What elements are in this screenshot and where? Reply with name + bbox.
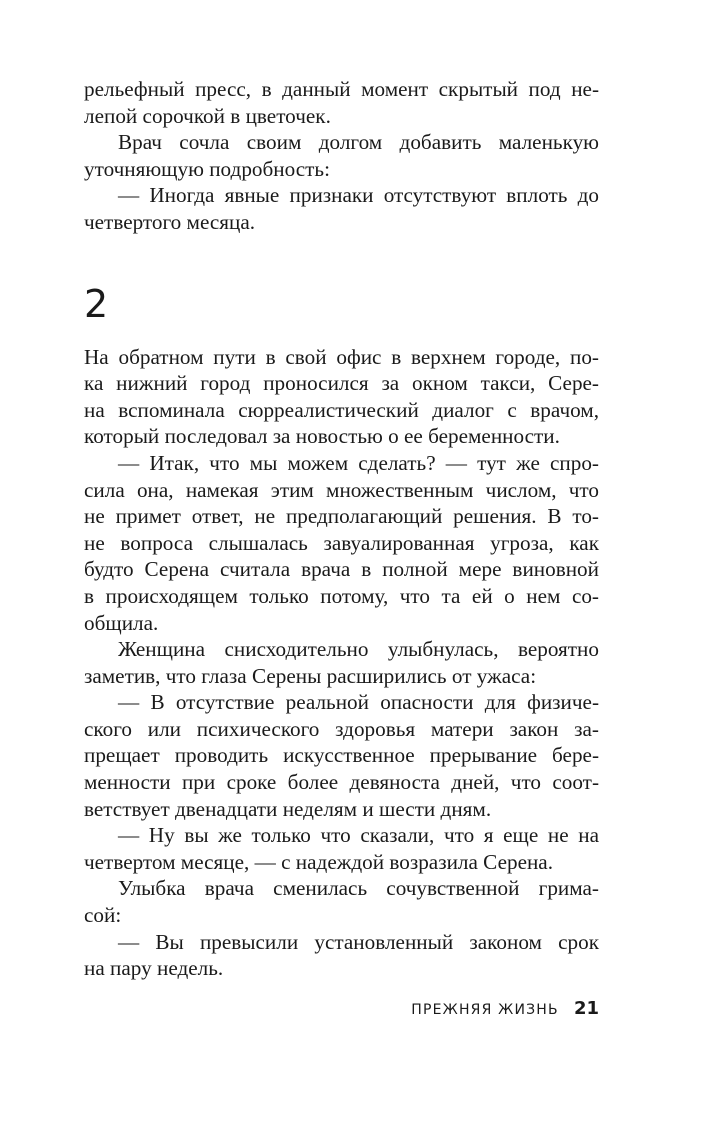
text-line: уточняющую подробность: [84,156,330,181]
text-line: — В отсутствие реальной опасности для физиче- [118,690,599,715]
running-title: ПРЕЖНЯЯ ЖИЗНЬ [411,1002,559,1018]
text-line: четвертого месяца. [84,209,256,234]
text-line: лепой сорочкой в цветочек. [84,103,331,128]
text-line: будто Серена считала врача в полной мере виновной [84,557,599,582]
text-line: который последовал за новостью о ее беременности. [84,424,560,449]
text-line: Улыбка врача сменилась сочувственной грима- [118,876,599,901]
text-line: ветствует двенадцати неделям и шести дням. [84,796,492,821]
text-line: не вопроса слышалась завуалированная угроза, как [84,530,599,555]
text-line: не примет ответ, не предполагающий решения. В то- [84,504,599,529]
text-line: — Иногда явные признаки отсутствуют вплоть до [118,183,599,208]
text-line: четвертом месяце, — с надеждой возразила Серена. [84,849,554,874]
text-line: Врач сочла своим долгом добавить маленькую [118,130,599,155]
section-spacer [84,236,599,284]
text-line: — Вы превысили установленный законом срок [118,929,599,954]
text-line: прещает проводить искусственное прерывание бере- [84,743,599,768]
text-line: ка нижний город проносился за окном такси, Сере- [84,371,599,396]
text-line: На обратном пути в свой офис в верхнем городе, по- [84,344,599,369]
text-line: сой: [84,903,122,928]
chapter-body [84,344,599,982]
text-line: Женщина снисходительно улыбнулась, вероятно [118,637,599,662]
text-line: заметив, что глаза Серены расширились от ужаса: [84,663,537,688]
text-line: ского или психического здоровья матери закон за- [84,716,599,741]
page-footer [84,998,599,1019]
text-line: в происходящем только потому, что та ей о нем со- [84,583,599,608]
text-line: на вспоминала сюрреалистический диалог с врачом, [84,397,599,422]
text-line: рельефный пресс, в данный момент скрытый под не- [84,77,599,101]
previous-section-ending [84,76,599,236]
chapter-number: 2 [84,281,109,326]
text-line: на пару недель. [84,956,224,981]
page-number: 21 [573,998,599,1019]
book-page [84,76,599,982]
text-line: общила. [84,610,159,635]
text-line: — Итак, что мы можем сделать? — тут же спро- [118,450,599,475]
text-line: сила она, намекая этим множественным числом, что [84,477,599,502]
text-line: менности при сроке более девяноста дней, что соот- [84,770,599,795]
text-line: — Ну вы же только что сказали, что я еще не на [118,823,599,848]
